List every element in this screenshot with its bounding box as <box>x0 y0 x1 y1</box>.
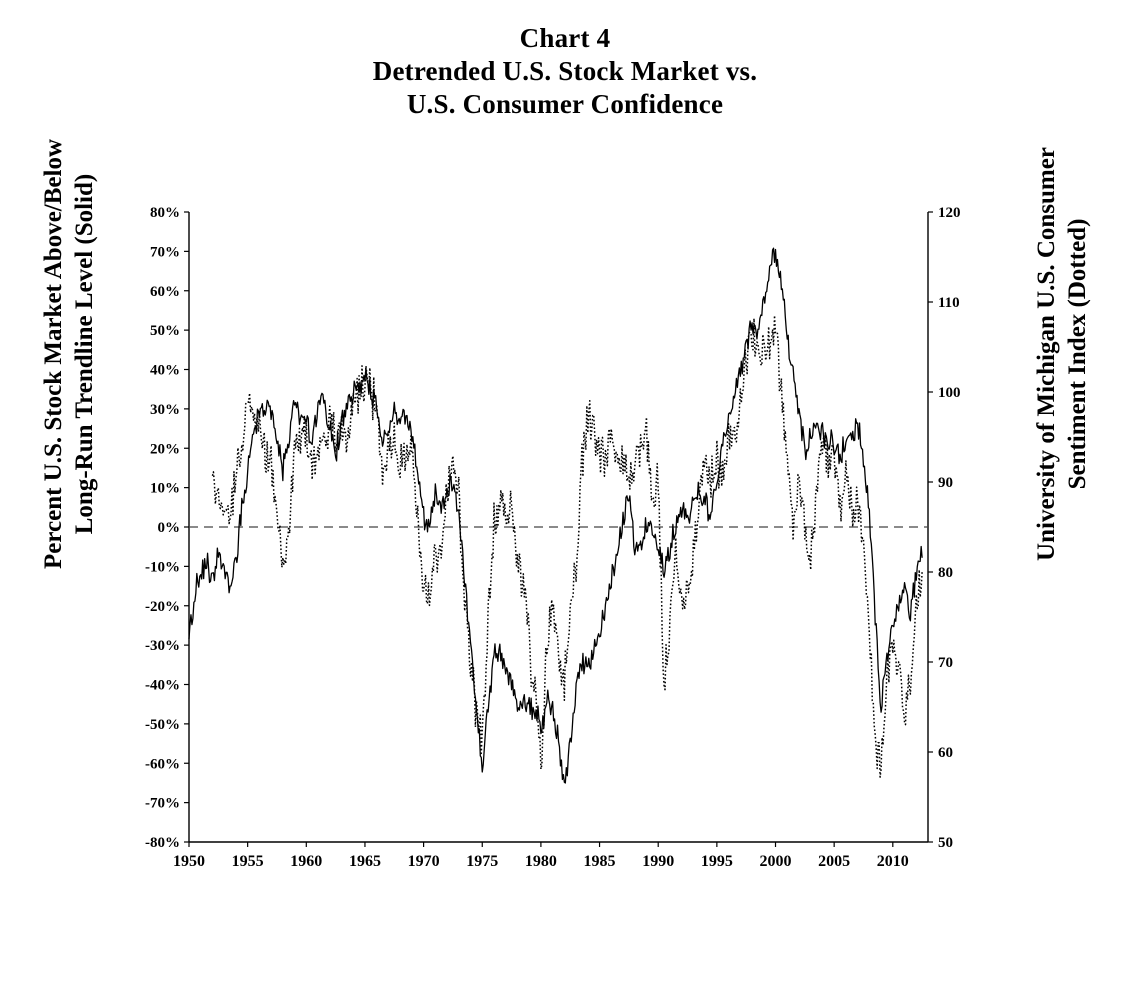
x-axis-tick-label: 2005 <box>818 853 851 870</box>
right-axis-tick-label: 100 <box>938 385 961 401</box>
x-axis-tick-label: 1990 <box>642 853 675 870</box>
chart-title-line-1: Chart 4 <box>519 23 611 53</box>
right-axis-tick-label: 80 <box>938 565 953 581</box>
left-axis-tick-label: 70% <box>150 244 180 261</box>
x-axis-tick-label: 1970 <box>407 853 440 870</box>
x-axis-tick-label: 1980 <box>524 853 557 870</box>
x-axis-tick-label: 1950 <box>173 853 205 870</box>
right-axis-tick-label: 120 <box>938 205 961 221</box>
left-axis-tick-label: 50% <box>150 323 180 340</box>
right-axis-tick-label: 50 <box>938 835 953 851</box>
right-axis-tick-label: 110 <box>938 295 960 311</box>
x-axis-tick-label: 2000 <box>759 853 792 870</box>
x-axis-tick-label: 1960 <box>290 853 323 870</box>
left-axis-tick-label: 0% <box>157 520 180 536</box>
right-axis-tick-label: 90 <box>938 475 953 491</box>
left-axis-tick-label: 20% <box>150 441 180 458</box>
chart-title-line-3: U.S. Consumer Confidence <box>406 89 724 119</box>
right-axis-tick-label: 60 <box>938 745 953 761</box>
x-axis-tick-label: 1985 <box>583 853 616 870</box>
x-axis-tick-label: 1995 <box>700 853 733 870</box>
x-axis-tick-label: 1955 <box>231 853 264 870</box>
left-axis-tick-label: 30% <box>150 401 180 418</box>
left-axis-tick-label: -30% <box>145 638 180 655</box>
left-axis-tick-label: -70% <box>145 795 180 812</box>
left-axis-tick-label: -80% <box>145 835 180 851</box>
right-axis-title-line-1: University of Michigan U.S. Consumer <box>1033 147 1060 561</box>
left-axis-tick-label: 80% <box>150 205 180 221</box>
left-axis-tick-label: -20% <box>145 598 180 615</box>
left-axis-tick-label: 10% <box>150 480 180 497</box>
series-line-dotted <box>212 315 922 777</box>
left-axis-tick-label: -60% <box>145 756 180 773</box>
series-line-solid <box>189 248 922 783</box>
left-axis-tick-label: -50% <box>145 716 180 733</box>
right-axis-title-line-2: Sentiment Index (Dotted) <box>1064 218 1091 490</box>
left-axis-title-line-2: Long-Run Trendline Level (Solid) <box>71 173 98 535</box>
x-axis-tick-label: 1975 <box>466 853 499 870</box>
left-axis-title-line-1: Percent U.S. Stock Market Above/Below <box>40 138 67 570</box>
left-axis-tick-label: -10% <box>145 559 180 576</box>
right-axis-tick-label: 70 <box>938 655 953 671</box>
left-axis-tick-label: -40% <box>145 677 180 694</box>
left-axis-tick-label: 60% <box>150 283 180 300</box>
chart-title-line-2: Detrended U.S. Stock Market vs. <box>372 56 758 86</box>
left-axis-tick-label: 40% <box>150 362 180 379</box>
x-axis-tick-label: 1965 <box>348 853 381 870</box>
x-axis-tick-label: 2010 <box>876 853 909 870</box>
